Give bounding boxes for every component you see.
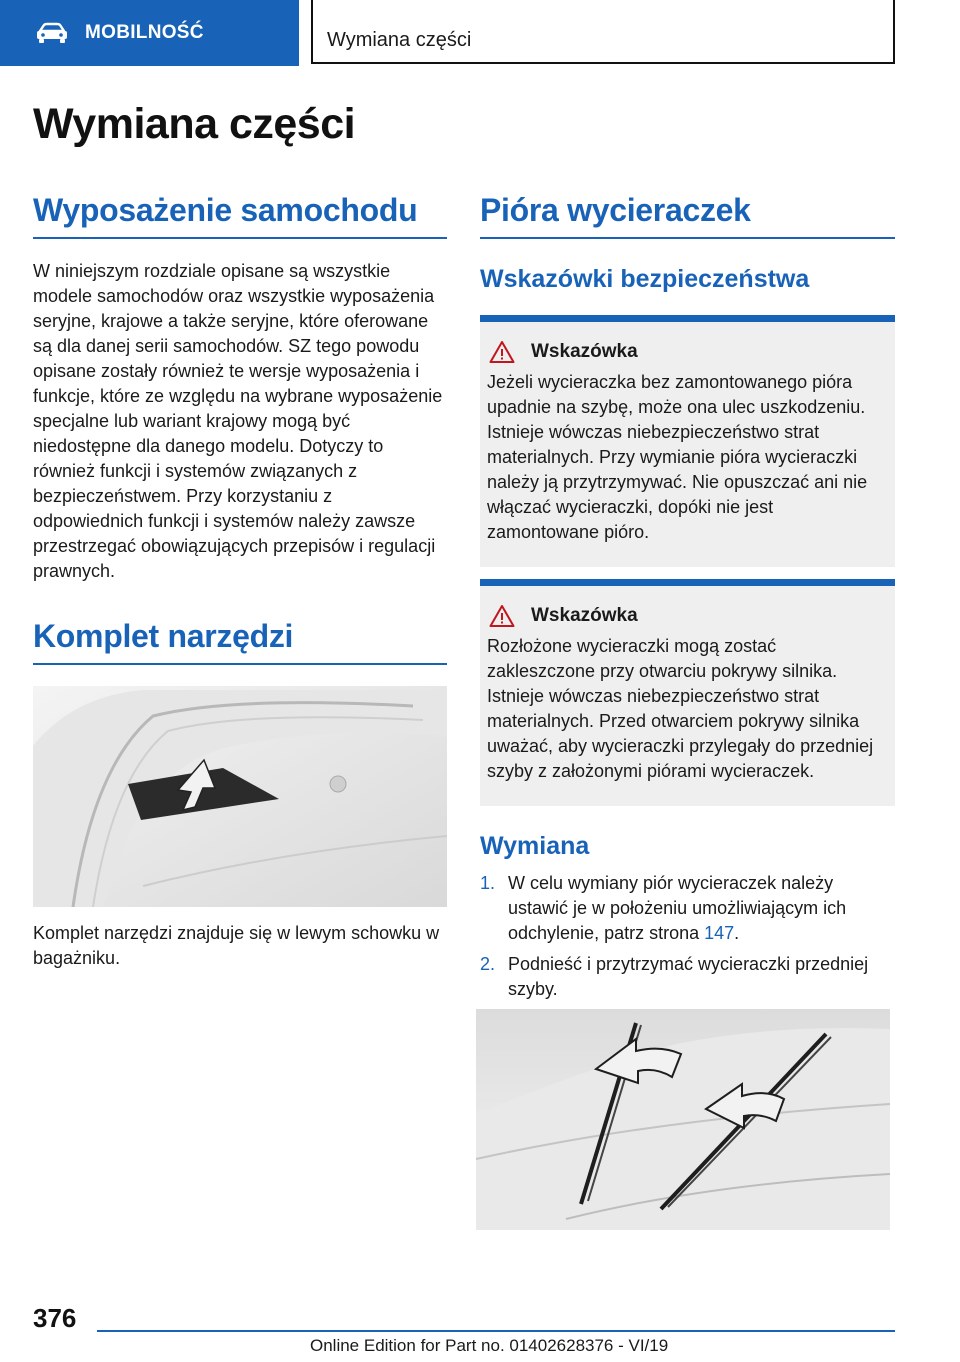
note-title: Wskazówka	[531, 605, 638, 626]
chapter-label: Wymiana części	[327, 29, 472, 51]
equipment-heading: Wyposażenie samochodu	[33, 192, 447, 239]
steps-list	[480, 871, 895, 1002]
step-number: 1.	[480, 873, 496, 893]
equipment-text: W niniejszym rozdziale opisane są wszystkie modele samochodów oraz wszystkie wyposażenia seryjne, krajowe a także seryjne, które oferowane są dla danej serii samochodów. SZ tego powodu opisane zostały również te wersje wyposażenia i funkcje, które ze względu na wybrane wyposażenie specjalne lub wariant krajowy mogą być niedostępne dla danego modelu. Dotyczy to również funkcji i systemów związanych z bezpieczeństwem. Przy korzystaniu z odpowiednich funkcji i systemów należy zawsze przestrzegać obowiązujących przepisów i regulacji prawnych.	[33, 261, 443, 581]
car-icon	[35, 22, 69, 44]
page-number: 376	[33, 1303, 77, 1333]
note-text: Jeżeli wycieraczka bez zamontowanego pióra upadnie na szybę, może ona ulec uszkodzeniu. Istnieje wówczas niebezpieczeństwo strat materialnych. Przy wymianie pióra wycieraczki należy ją przytrzymywać. Nie opuszczać ani nie włączać wycieraczki, dopóki nie jest zamontowane pióro.	[487, 372, 868, 542]
warning-icon	[489, 604, 515, 628]
wipers-heading: Pióra wycieraczek	[480, 192, 895, 239]
note-box	[480, 579, 895, 806]
section-tab[interactable]	[0, 0, 299, 66]
footer-divider	[97, 1330, 895, 1332]
warning-icon	[489, 340, 515, 364]
note-text: Rozłożone wycieraczki mogą zostać zakleszczone przy otwarciu pokrywy silnika. Istnieje wówczas niebezpieczeństwo strat materialnych. Przed otwarciem pokrywy silnika uważać, aby wycieraczki przylegały do przedniej szyby z założonymi piórami wycieraczek.	[487, 636, 874, 781]
step-text: W celu wymiany piór wycieraczek należy ustawić je w położeniu umożliwiającym ich odchylenie, patrz strona 147.	[508, 873, 847, 943]
wiper-image	[476, 1009, 890, 1230]
safety-heading: Wskazówki bezpieczeństwa	[480, 265, 810, 293]
left-column	[33, 192, 447, 971]
toolkit-caption: Komplet narzędzi znajduje się w lewym schowku w bagażniku.	[33, 923, 440, 968]
right-column	[480, 192, 895, 1008]
note-box	[480, 315, 895, 567]
note-header	[487, 340, 885, 364]
note-header	[487, 604, 885, 628]
section-label: MOBILNOŚĆ	[85, 22, 204, 43]
chapter-tab[interactable]	[311, 0, 895, 64]
page-header	[0, 0, 960, 66]
footer-edition: Online Edition for Part no. 01402628376 - VI/19	[310, 1336, 669, 1355]
replace-heading: Wymiana	[480, 832, 590, 860]
page-title: Wymiana części	[33, 100, 356, 148]
step-text: Podnieść i przytrzymać wycieraczki przedniej szyby.	[508, 954, 869, 999]
toolkit-heading: Komplet narzędzi	[33, 618, 447, 665]
list-item	[480, 952, 895, 1002]
note-title: Wskazówka	[531, 341, 638, 362]
toolkit-image	[33, 686, 447, 907]
step-number: 2.	[480, 954, 496, 974]
list-item	[480, 871, 895, 946]
page-link[interactable]: 147	[704, 923, 735, 943]
